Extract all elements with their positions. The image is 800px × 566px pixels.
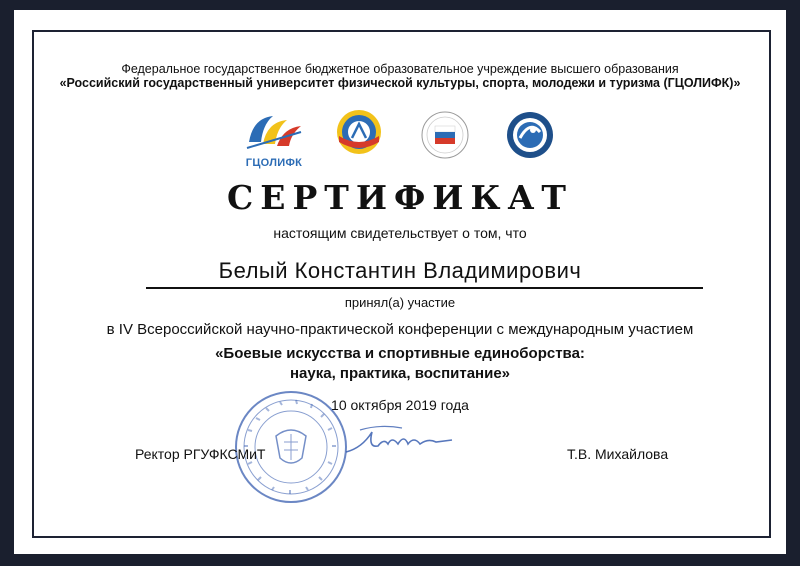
logo-row bbox=[0, 108, 800, 168]
name-underline bbox=[146, 287, 703, 289]
institution-line-1: Федеральное государственное бюджетное образовательное учреждение высшего образования bbox=[121, 62, 679, 76]
conference-date: 10 октября 2019 года bbox=[331, 397, 469, 413]
federation-flag-logo bbox=[420, 110, 470, 165]
handwritten-signature bbox=[340, 418, 460, 467]
sport-emblem-icon bbox=[505, 110, 555, 160]
blue-round-logo bbox=[505, 110, 555, 165]
gtsolifk-logo-text: ГЦОЛИФК bbox=[245, 157, 303, 169]
signatory-position: Ректор РГУФКСМиТ bbox=[135, 446, 266, 462]
participation-text: принял(а) участие bbox=[344, 295, 456, 310]
gtsolifk-logo bbox=[243, 112, 305, 169]
signature-icon bbox=[340, 418, 460, 462]
signatory-name: Т.В. Михайлова bbox=[567, 446, 669, 462]
institution-line-2: «Российский государственный университет физической культуры, спорта, молодежи и туризма (ГЦОЛИФК)» bbox=[59, 76, 741, 90]
conference-text: в IV Всероссийской научно-практической конференции с международным участием bbox=[106, 321, 694, 338]
gtsolifk-emblem-icon bbox=[243, 112, 305, 152]
topic-line-1: «Боевые искусства и спортивные единоборства: bbox=[215, 345, 585, 362]
recipient-name: Белый Константин Владимирович bbox=[218, 258, 582, 283]
topic-line-2: наука, практика, воспитание» bbox=[289, 365, 511, 382]
karate-federation-logo bbox=[335, 108, 383, 161]
certificate-title: СЕРТИФИКАТ bbox=[227, 178, 573, 217]
flag-emblem-icon bbox=[420, 110, 470, 160]
certifies-text: настоящим свидетельствует о том, что bbox=[273, 225, 527, 241]
karate-federation-emblem-icon bbox=[335, 108, 383, 156]
